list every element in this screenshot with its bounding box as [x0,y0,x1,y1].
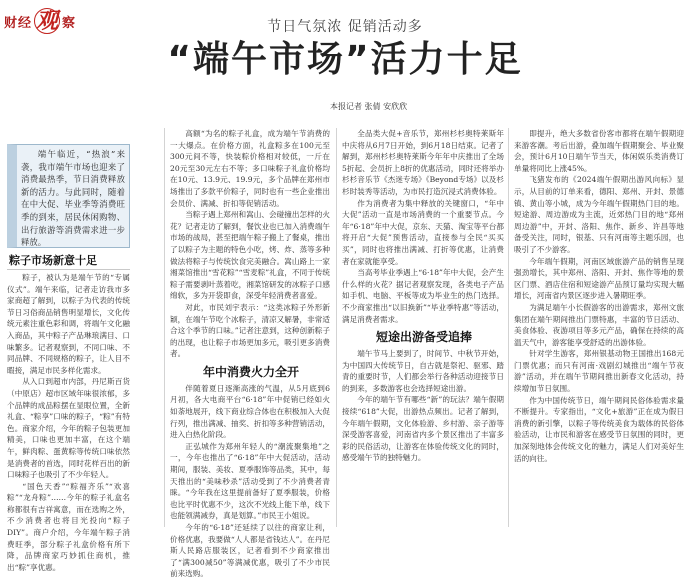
masthead-logo: 观 [36,8,59,34]
paragraph: 今年的端午节有哪些“新”的玩法？端午假期接续“618”大促，出游热点频出。记者了解到，今年端午假期，文化体验游、乡村游、亲子游等深受游客喜爱，河南省内多个景区推出了丰富多彩的民俗活动，让游客在体验传统文化的同时，感受端午节的独特魅力。 [342,395,504,463]
paragraph: 正弘城作为郑州年轻人的“潮流聚集地”之一，今年也推出了“6·18”年中大促活动，活动期间，服装、美妆、夏季服饰等品类，其中，每天推出的“美味秒杀”活动受到了不少消费者青睐。“今年我在这里提前备好了夏季服装，价格也比平时优惠不少，这次不光线上能下单，线下也能领满减券，真是划算。”市民王小姐说。 [170,441,330,521]
column-divider [508,128,509,527]
section-heading: 年中消费火力全开 [202,364,299,379]
paragraph: 从入口到超市内部，丹尼斯百货（中原店）超市区域年味很浓郁，多个品牌的成品粽摆在显眼位置，全新礼盒、“粽享”口味的粽子，“粽”有特色。商家介绍，今年的粽子包装更加精美，口味也更加丰富，在这个端午，鲜肉粽、蛋黄粽等传统口味依然是消费者的首选，同时花样百出的新口味粽子也吸引了不少年轻人。 [7,377,130,480]
paragraph: 粽子，被认为是端午节的“专属仪式”。端午来临，记者走访我市多家商超了解到，以粽子为代表的传统节日习俗商品销售明显增长，文化传统元素注重色彩和调，将端午文化融入商品，其中粽子产品琳琅满目、口味繁多。记者观察到，不同口味、不同品牌、不同规格的粽子，让人目不暇接，满足市民多样化需求。 [7,273,130,375]
paragraph: 当高考毕业季遇上“6·18”年中大促，会产生什么样的火花？据记者观察发现，各类电子产品如手机、电脑、平板等成为毕业生的热门选择。不少商家推出“以旧换新”“毕业季特惠”等活动，满足消费者需求。 [342,268,504,324]
paragraph: 作为中国传统节日，端午期间民俗体验需求量不断提升。专家指出，“文化+旅游”正在成为假日消费的新引擎，以粽子等传统美食为载体的民俗体验活动，让市民和游客在感受节日氛围的同时，更加深刻地体会传统文化的魅力，满足人们对美好生活的向往。 [514,395,684,463]
paragraph: “国色天香”“粽福齐乐”“欢喜粽”“龙舟粽”……今年的粽子礼盒名称都很有吉祥寓意，而在选购之外，不少消费者也将目光投向“粽子DIY”。商户介绍，今年端午粽子消费旺季，部分粽子礼盒价格有所下降，品牌商家巧妙抓住商机，推出“粽”享优惠。 [7,481,130,572]
column-divider [336,128,337,527]
column-4 [514,128,684,531]
paragraph: 端午节马上要到了，时间节、中秋节开始，为中国四大传统节日，自古就是祭祀、驱邪、踏青的重要时节，人们都会举行各种活动迎接节日的到来，多数游客也会选择短途出游。 [342,349,504,393]
paragraph: 飞猪发布的《2024端午假期出游风向标》显示，从目前的订单来看，德阳、郑州、开封、景德镇、黄山等小城，成为今年端午假期热门目的地。短途游、周边游成为主流，近郊热门目的地“郑州周边游”中，开封、洛阳、焦作、新乡、许昌等地备受关注，同时，银基、只有河南等主题乐园，也吸引了不少游客。 [514,175,684,254]
column-2 [170,128,330,579]
headline: “端午市场”活力十足 [167,39,523,80]
section-heading: 短途出游备受追捧 [375,330,472,345]
column-3 [342,128,504,531]
paragraph: 全品类大促+音乐节，郑州杉杉奥特莱斯年中庆将从6月7日开始，到6月18日结束。记者了解到，郑州杉杉奥特莱斯今年年中庆推出了全场5折起、会员折上8折的优惠活动，同时还将举办杉杉音乐节《杰迷专场》《Beyond专场》以及杉杉时装秀等活动，为市民打造沉浸式消费体验。 [342,129,504,196]
lead-text: 端午临近，“热浪”来袭，我市端午市场也迎来了消费最热季，节日消费释放新的活力。与此同时，随着在中大促、毕业季等消费旺季的到来，居民休闲购物、出行旅游等消费需求进一步释放。 [21,149,125,248]
paragraph: 针对学生游客，郑州银基动物王国推出168元门票优惠；而只有河南·戏剧幻城推出“端午节夜游”活动，并在端午节期间推出新春文化活动，持续增加节日氛围。 [514,349,684,394]
paragraph: 为满足端午小长假游客的出游需求，郑州文旅集团在端午期间推出门票特惠，丰富的节日活动、美食体验、夜游项目等多元产品，确保在持续的高温天气中，游客能享受舒适的出游体验。 [514,302,684,347]
lead-summary-box [7,144,130,248]
paragraph: 高额“为名的粽子礼盒，成为端午节消费的一大爆点。在价格方面，礼盒粽多在100元至300元间不等，快装粽价格相对较低，一斤在20元至30元左右不等；多口味粽子礼盒价格均在10元、13.9元、19.9元，多个品牌在郑州市场推出了多款平价粽子，同时也有一些企业推出会员价、满减、折扣等促销活动。 [170,129,330,208]
pretitle: 节日气氛浓 促销活动多 [267,19,423,35]
byline: 本报记者 张倩 安欣欣 [330,102,408,111]
masthead-left: 财经 [4,15,33,31]
column-divider [164,128,165,527]
paragraph: 对此，市民刘宇表示：“这类冰粽子外形新颖，在端午节吃个冰粽子，清凉又解暑，非常适合这个季节的口味。”记者注意到，这种创新粽子的出现，也让粽子市场更加多元，吸引更多消费者。 [170,302,330,359]
masthead-right: 察 [62,15,77,31]
paragraph: 当粽子遇上郑州和嵩山、会碰撞出怎样的火花？记者走访了解到，餐饮业也已加入消费端午市场的战局，甚至把端午粽子搬上了餐桌，推出了以粽子为主题的特色小吃，烤、炸、蒸等多种做法将粽子与传统饮食完美融合。嵩山路上一家湘菜馆推出“雪花粽”“雪麦粽”礼盒，不同于传统粽子需要剥叶蒸着吃，湘菜馆研发的冰粽子口感绵软，多为开袋即食，深受年轻消费者喜爱。 [170,210,330,301]
paragraph: 今年端午假期，河南区域旅游产品的销售呈现强劲增长，其中郑州、洛阳、开封、焦作等地的景区门票、酒店住宿和短途游产品预订量均实现大幅增长，河南省内景区逐步进入暑期旺季。 [514,256,684,301]
paragraph: 即提升，绝大多数省份客市都将在端午假期迎来游客潮。考后出游，叠加端午假期聚会、毕业聚会，预计6月10日端午节当天，体闲娱乐类消费订单量将同比上涨45%。 [514,129,684,173]
paragraph: 作为消费者为集中释放的关键窗口，“年中大促”活动一直是市场消费的一个重要节点。今年“6·18”年中大促，京东、天猫、淘宝等平台都将开启“大促”预售活动，直接参与全民“买买买”，同时也将推出满减、打折等优惠，让消费者在家就能享受。 [342,198,504,266]
section-heading: 粽子市场新意十足 [7,253,130,270]
column-1 [7,252,130,572]
paragraph: 今年的“6·18”还延续了以往的商家让利，价格优惠，我要做“人人都是省钱达人”。在丹尼斯人民路店服装区，记者看到不少商家推出了“满300减50”等满减优惠，吸引了不少市民前来选购。 [170,523,330,579]
paragraph: 伴随着夏日逐渐高涨的气温，从5月底到6月初，各大电商平台“6·18”年中促销已经如火如荼地展开，线下商业综合体也在积极加入大促行列，推出满减、抽奖、折扣等多种营销活动，进入白热化阶段。 [170,383,330,440]
